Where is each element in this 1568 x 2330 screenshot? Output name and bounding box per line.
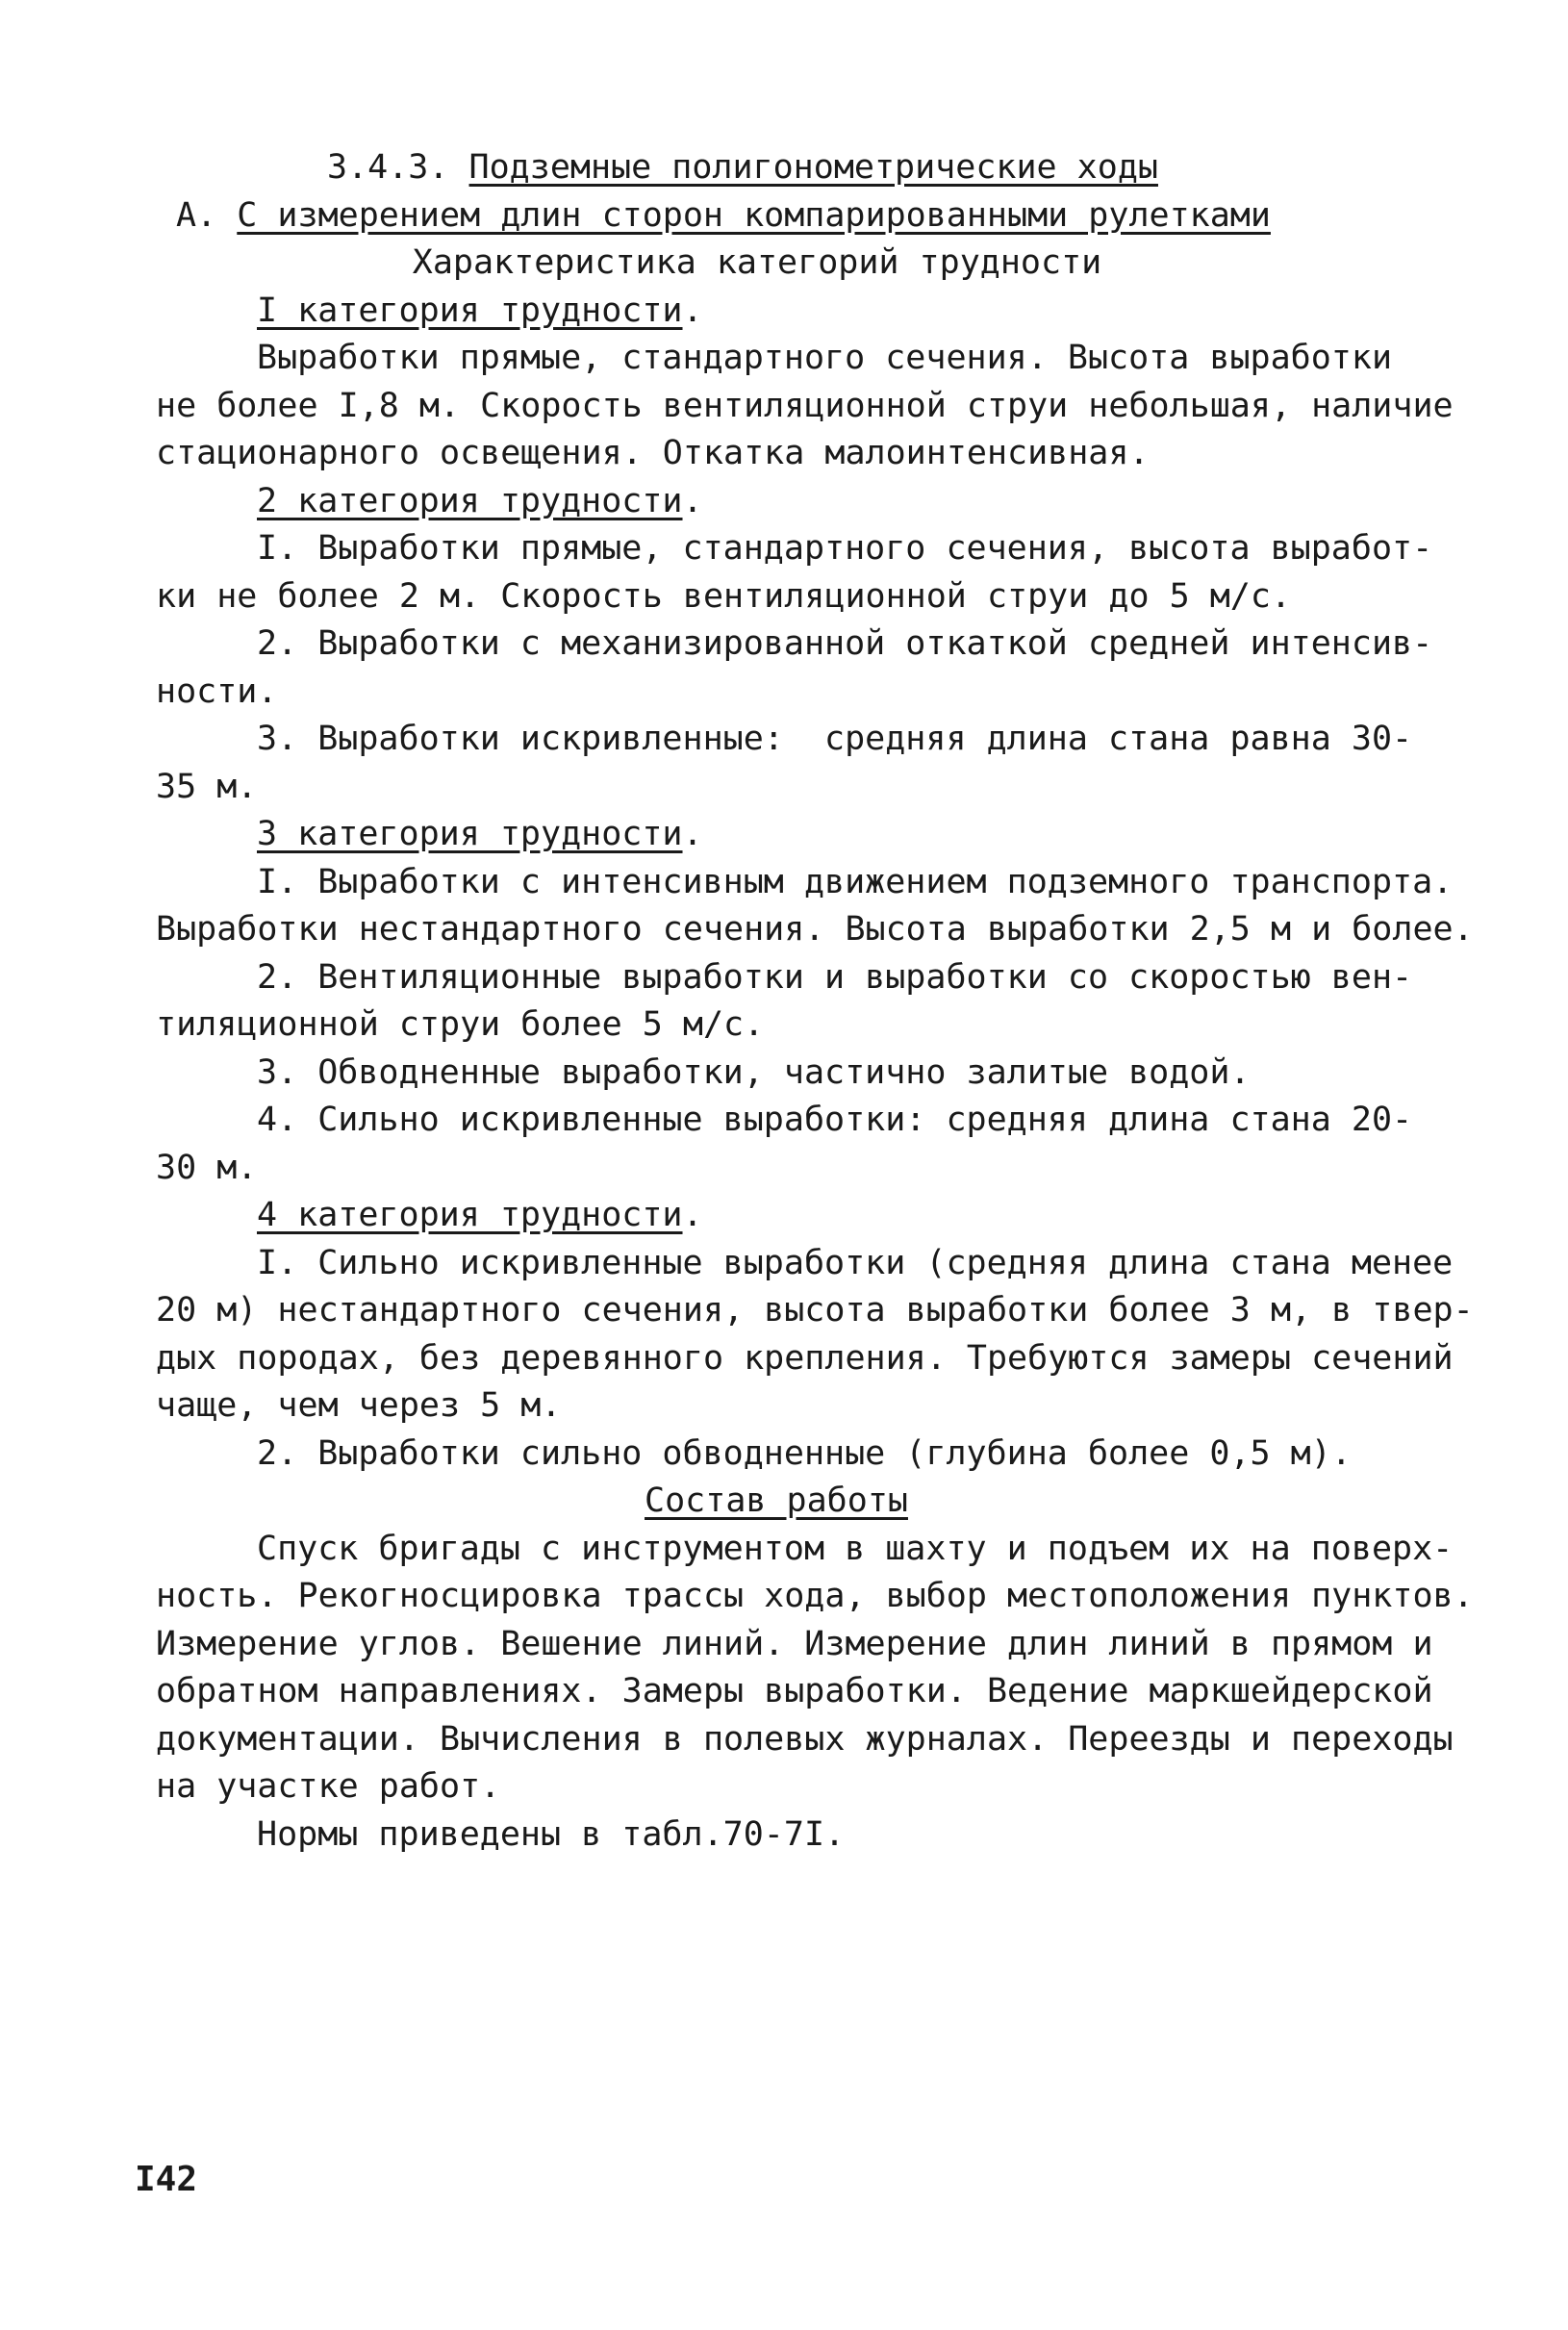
category-2-line: 3. Выработки искривленные: средняя длина стана равна 30- xyxy=(257,720,1413,758)
work-line: Спуск бригады с инструментом в шахту и подъем их на поверх- xyxy=(257,1529,1454,1568)
category-3-line: 30 м. xyxy=(156,1148,258,1187)
category-4-line: 2. Выработки сильно обводненные (глубина более 0,5 м). xyxy=(257,1433,1352,1473)
category-1-line: стационарного освещения. Откатка малоинтенсивная. xyxy=(156,434,1150,472)
characteristics-heading: Характеристика категорий трудности xyxy=(412,243,1102,282)
work-line: обратном направлениях. Замеры выработки. Ведение маркшейдерской xyxy=(156,1672,1433,1710)
category-3-line: 4. Сильно искривленные выработки: средняя длина стана 20- xyxy=(257,1101,1413,1139)
subsection-title: С измерением длин сторон компарированными рулетками xyxy=(237,195,1271,235)
category-3-line: Выработки нестандартного сечения. Высота выработки 2,5 м и более. xyxy=(156,910,1474,949)
subsection-letter: А. xyxy=(176,195,217,235)
subsection-heading xyxy=(156,192,1435,241)
category-2-heading: 2 категория трудности. xyxy=(257,481,703,520)
work-line: ность. Рекогносцировка трассы хода, выбор местоположения пунктов. xyxy=(156,1577,1474,1615)
category-2-line: ки не более 2 м. Скорость вентиляционной струи до 5 м/с. xyxy=(156,576,1292,616)
category-1-line: Выработки прямые, стандартного сечения. Высота выработки xyxy=(257,339,1393,377)
category-4-heading: 4 категория трудности. xyxy=(257,1196,703,1234)
work-heading: Состав работы xyxy=(645,1482,908,1520)
category-2-line: I. Выработки прямые, стандартного сечения, высота выработ- xyxy=(257,529,1433,568)
category-1-heading: I категория трудности. xyxy=(257,291,703,330)
work-line: документации. Вычисления в полевых журналах. Переезды и переходы xyxy=(156,1719,1454,1759)
category-4-line: дых породах, без деревянного крепления. Требуются замеры сечений xyxy=(156,1338,1454,1378)
section-heading xyxy=(156,144,1435,192)
document-page xyxy=(156,144,1474,1859)
page-number: I42 xyxy=(135,2160,198,2199)
category-3-line: 3. Обводненные выработки, частично залитые водой. xyxy=(257,1052,1251,1092)
category-2-line: 2. Выработки с механизированной откаткой средней интенсив- xyxy=(257,624,1433,663)
category-3-line: I. Выработки с интенсивным движением подземного транспорта. xyxy=(257,862,1454,901)
work-line: Измерение углов. Вешение линий. Измерение длин линий в прямом и xyxy=(156,1624,1433,1663)
section-number: 3.4.3. xyxy=(327,148,449,187)
category-1-line: не более I,8 м. Скорость вентиляционной струи небольшая, наличие xyxy=(156,386,1454,425)
category-4-line: 20 м) нестандартного сечения, высота выработки более 3 м, в твер- xyxy=(156,1291,1474,1330)
category-4-line: чаще, чем через 5 м. xyxy=(156,1386,562,1425)
category-3-line: тиляционной струи более 5 м/с. xyxy=(156,1005,765,1044)
section-title: Подземные полигонометрические ходы xyxy=(468,148,1158,187)
category-4-line: I. Сильно искривленные выработки (средняя длина стана менее xyxy=(257,1243,1454,1282)
category-2-line: ности. xyxy=(156,671,278,711)
category-3-line: 2. Вентиляционные выработки и выработки со скоростью вен- xyxy=(257,957,1413,997)
norms-reference: Нормы приведены в табл.70-7I. xyxy=(257,1814,846,1854)
work-line: на участке работ. xyxy=(156,1767,501,1806)
category-3-heading: 3 категория трудности. xyxy=(257,815,703,853)
category-2-line: 35 м. xyxy=(156,767,258,806)
